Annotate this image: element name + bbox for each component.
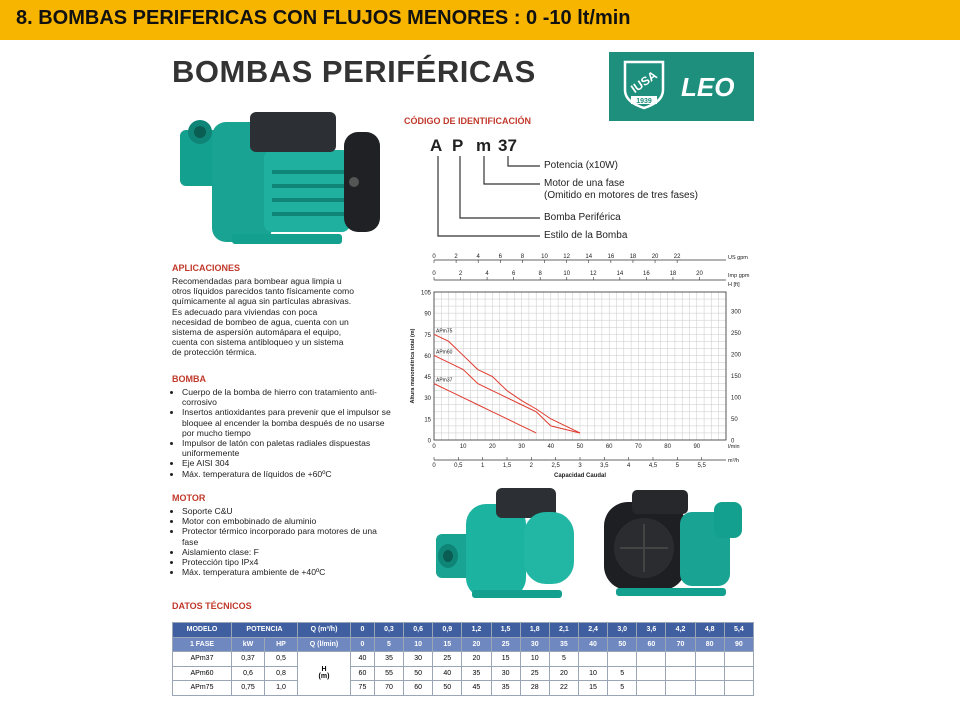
m3h-tick-label: 1,5 — [502, 463, 512, 469]
x-axis-title: Capacidad Caudal — [553, 473, 607, 479]
aplicaciones-line: cuenta con sistema antibloqueo y un sistema — [172, 337, 344, 348]
cell-h-value — [695, 652, 724, 667]
slide-title: 8. BOMBAS PERIFERICAS CON FLUJOS MENORES : 0 -10 lt/min — [16, 7, 631, 29]
cell-hp: 0,8 — [265, 666, 298, 681]
aplicaciones-line: necesidad de bombeo de agua, cuenta con un — [172, 316, 349, 327]
cell-h-value: 50 — [433, 681, 462, 696]
datos-heading: DATOS TÉCNICOS — [172, 601, 252, 611]
aplicaciones-line: de protección térmica. — [172, 347, 257, 358]
series-label-apm75: APm75 — [436, 328, 453, 335]
ft-tick-label: 250 — [731, 331, 742, 338]
catalog-sheet — [158, 44, 758, 720]
th-q: 0,9 — [433, 623, 462, 638]
usgpm-tick-label: 20 — [651, 254, 659, 260]
bomba-item: • Eje AISI 304 — [182, 458, 392, 468]
bomba-item: • Insertos antioxidantes para prevenir que el impulsor se bloquee al encender la bomba después de no usarse por mucho tiempo — [182, 407, 392, 438]
cell-kw: 0,75 — [232, 681, 265, 696]
aplicaciones-line: sistema de aspersión automápara el equipo, — [172, 327, 342, 338]
catalog-title: BOMBAS PERIFÉRICAS — [172, 54, 536, 89]
usgpm-tick-label: 2 — [454, 254, 458, 260]
th-q: 4,2 — [666, 623, 695, 638]
ft-tick-label: 100 — [731, 395, 742, 402]
motor-item: • Protección tipo IPx4 — [182, 557, 392, 567]
th-lmin: 10 — [404, 637, 433, 652]
code-letter-37: 37 — [498, 136, 517, 155]
tech-table-body — [173, 652, 754, 696]
x-tick-label: 30 — [518, 444, 525, 450]
motor-list — [172, 506, 392, 577]
cell-h-value: 5 — [608, 681, 637, 696]
cell-h-value — [695, 681, 724, 696]
cell-h-value: 70 — [374, 681, 403, 696]
cell-h-value: 35 — [374, 652, 403, 667]
ft-tick-label: 150 — [731, 374, 742, 381]
usgpm-tick-label: 0 — [432, 254, 436, 260]
cell-model: APm37 — [173, 652, 232, 667]
cell-h-value: 10 — [578, 666, 607, 681]
cell-h-value: 60 — [351, 666, 375, 681]
series-label-apm60: APm60 — [436, 349, 453, 356]
cell-h-value — [666, 681, 695, 696]
aplicaciones-line: químicamente al agua sin partículas abrasivas. — [172, 296, 352, 307]
pump-main-image — [172, 102, 387, 260]
tech-row-apm75 — [173, 681, 754, 696]
usgpm-tick-label: 8 — [520, 254, 525, 260]
motor-item: • Máx. temperatura ambiente de +40ºC — [182, 567, 392, 577]
th-lmin: 80 — [695, 637, 724, 652]
m3h-tick-label: 2 — [529, 463, 534, 469]
pump-front-image — [426, 482, 586, 602]
impgpm-tick-label: 20 — [696, 271, 703, 277]
th-q: 2,4 — [578, 623, 607, 638]
cell-h-value: 5 — [608, 666, 637, 681]
th-q: 3,0 — [608, 623, 637, 638]
pump-back-image — [596, 482, 756, 602]
cell-h-value: 60 — [404, 681, 433, 696]
cell-h-value: 10 — [520, 652, 549, 667]
code-label-potencia: Potencia (x10W) — [544, 160, 618, 171]
aplicaciones-heading: APLICACIONES — [172, 263, 241, 273]
x-tick-label: 90 — [693, 444, 701, 450]
cell-h-value: 5 — [549, 652, 578, 667]
cell-h-value: 15 — [491, 652, 520, 667]
y-tick-label: 0 — [427, 438, 431, 445]
cell-h-value: 20 — [462, 652, 491, 667]
cell-h-value: 25 — [520, 666, 549, 681]
tech-table — [172, 622, 754, 696]
x-tick-label: 40 — [547, 444, 555, 450]
cell-h-value: 40 — [351, 652, 375, 667]
usgpm-unit-label: US gpm — [728, 255, 748, 261]
cell-hp: 0,5 — [265, 652, 298, 667]
slide-header — [0, 0, 960, 40]
cell-h-value: 30 — [404, 652, 433, 667]
impgpm-tick-label: 16 — [643, 271, 650, 277]
cell-h-value — [578, 652, 607, 667]
code-label-bomba: Bomba Periférica — [544, 212, 621, 223]
usgpm-tick-label: 22 — [673, 254, 681, 260]
h-label: H — [321, 666, 327, 674]
impgpm-tick-label: 0 — [432, 271, 436, 277]
cell-h-value — [724, 666, 753, 681]
brand-logo — [609, 52, 754, 121]
bomba-item: • Cuerpo de la bomba de hierro con tratamiento anti-corrosivo — [182, 387, 392, 407]
tech-row-apm37 — [173, 652, 754, 667]
m3h-tick-label: 0 — [432, 463, 436, 469]
ft-tick-label: 300 — [731, 309, 742, 316]
usgpm-tick-label: 18 — [629, 254, 637, 260]
cell-h-value: 35 — [462, 666, 491, 681]
th-fase: 1 FASE — [173, 637, 232, 652]
y-tick-label: 15 — [424, 417, 431, 424]
cell-h-value — [637, 681, 666, 696]
m3h-tick-label: 4 — [626, 463, 631, 469]
x-tick-label: 70 — [635, 444, 642, 450]
code-label-omitido: (Omitido en motores de tres fases) — [544, 190, 698, 201]
aplicaciones-line: Recomendadas para bombear agua limpia u — [172, 276, 342, 286]
ft-tick-label: 200 — [731, 352, 742, 359]
h-unit: (m) — [318, 673, 330, 681]
iusa-logo-icon — [619, 58, 669, 110]
ft-tick-label: 0 — [731, 438, 735, 445]
aplicaciones-line: otros líquidos parecidos tanto físicamente como — [172, 286, 354, 297]
th-modelo: MODELO — [173, 623, 232, 638]
performance-chart — [406, 250, 758, 480]
y-tick-label: 45 — [424, 375, 431, 382]
m3h-tick-label: 3,5 — [600, 463, 609, 469]
impgpm-tick-label: 10 — [563, 271, 571, 277]
tech-row-apm60 — [173, 666, 754, 681]
cell-h-value — [666, 652, 695, 667]
usgpm-tick-label: 14 — [585, 254, 593, 260]
x-tick-label: 10 — [459, 444, 467, 450]
th-potencia: POTENCIA — [232, 623, 298, 638]
th-lmin: 50 — [608, 637, 637, 652]
cell-h-value — [666, 666, 695, 681]
bomba-item: • Máx. temperatura de líquidos de +60ºC — [182, 469, 392, 479]
th-q-lmin: Q (l/min) — [298, 637, 351, 652]
m3h-tick-label: 4,5 — [648, 463, 658, 469]
m3h-unit-label: m³/h — [728, 458, 739, 464]
cell-h-value: 40 — [433, 666, 462, 681]
x-tick-label: 0 — [432, 444, 436, 450]
ft-tick-label: 50 — [731, 417, 738, 424]
y-tick-label: 90 — [424, 311, 431, 318]
x-tick-label: 60 — [605, 444, 613, 450]
th-q: 1,8 — [520, 623, 549, 638]
cell-h-value — [637, 666, 666, 681]
th-q: 0,3 — [374, 623, 403, 638]
cell-h-value: 22 — [549, 681, 578, 696]
m3h-tick-label: 2,5 — [551, 463, 560, 469]
motor-item: • Aislamiento clase: F — [182, 547, 392, 557]
tech-table-header — [173, 623, 754, 638]
cell-h-value: 15 — [578, 681, 607, 696]
th-lmin: 20 — [462, 637, 491, 652]
cell-h-label — [298, 652, 351, 696]
cell-h-value: 30 — [491, 666, 520, 681]
m3h-tick-label: 5,5 — [697, 463, 706, 469]
motor-item: • Protector térmico incorporado para motores de una fase — [182, 526, 392, 546]
th-lmin: 90 — [724, 637, 753, 652]
bomba-heading: BOMBA — [172, 374, 206, 384]
cell-h-value — [695, 666, 724, 681]
th-kw: kW — [232, 637, 265, 652]
y-axis-title: Altura manométrica total (m) — [410, 328, 416, 404]
y-tick-label: 60 — [424, 353, 431, 360]
usgpm-tick-label: 12 — [563, 254, 570, 260]
impgpm-tick-label: 6 — [511, 271, 516, 277]
cell-h-value — [724, 681, 753, 696]
motor-item: • Motor con embobinado de aluminio — [182, 516, 392, 526]
bomba-item: • Impulsor de latón con paletas radiales dispuestas uniformemente — [182, 438, 392, 458]
tech-table-subheader — [173, 637, 754, 652]
cell-h-value: 28 — [520, 681, 549, 696]
cell-h-value — [724, 652, 753, 667]
cell-h-value: 25 — [433, 652, 462, 667]
m3h-tick-label: 1 — [480, 463, 485, 469]
impgpm-tick-label: 4 — [485, 271, 489, 277]
th-q: 1,5 — [491, 623, 520, 638]
usgpm-tick-label: 4 — [476, 254, 480, 260]
aplicaciones-line: Es adecuado para viviendas con poca — [172, 306, 318, 317]
impgpm-tick-label: 14 — [616, 271, 624, 277]
code-label-motor: Motor de una fase — [544, 178, 625, 189]
x-unit-label: l/min — [728, 444, 740, 450]
m3h-tick-label: 5 — [675, 463, 680, 469]
motor-item: • Soporte C&U — [182, 506, 392, 516]
th-q: 0,6 — [404, 623, 433, 638]
th-lmin: 0 — [351, 637, 375, 652]
y-tick-label: 105 — [420, 290, 431, 297]
th-q: 5,4 — [724, 623, 753, 638]
leo-logo-text: LEO — [681, 72, 735, 102]
cell-h-value: 45 — [462, 681, 491, 696]
impgpm-unit-label: Imp gpm — [728, 273, 750, 279]
th-q: 2,1 — [549, 623, 578, 638]
cell-h-value: 55 — [374, 666, 403, 681]
cell-model: APm75 — [173, 681, 232, 696]
th-q: 3,6 — [637, 623, 666, 638]
ft-axis-label: H [ft] — [728, 282, 740, 288]
code-connector-lines — [428, 156, 548, 242]
m3h-tick-label: 0,5 — [454, 463, 463, 469]
th-q: 4,8 — [695, 623, 724, 638]
th-q: 1,2 — [462, 623, 491, 638]
th-lmin: 35 — [549, 637, 578, 652]
cell-h-value — [608, 652, 637, 667]
cell-h-value: 20 — [549, 666, 578, 681]
cell-kw: 0,6 — [232, 666, 265, 681]
motor-heading: MOTOR — [172, 493, 206, 503]
th-lmin: 25 — [491, 637, 520, 652]
th-lmin: 40 — [578, 637, 607, 652]
bomba-list — [172, 387, 392, 479]
th-lmin: 60 — [637, 637, 666, 652]
usgpm-tick-label: 16 — [607, 254, 615, 260]
th-q-m3h: Q (m³/h) — [298, 623, 351, 638]
cell-h-value: 75 — [351, 681, 375, 696]
code-heading: CÓDIGO DE IDENTIFICACIÓN — [404, 116, 532, 126]
cell-h-value: 35 — [491, 681, 520, 696]
x-tick-label: 50 — [576, 444, 584, 450]
svg-text:IUSA: IUSA — [628, 68, 660, 96]
usgpm-tick-label: 10 — [541, 254, 548, 260]
th-q: 0 — [351, 623, 375, 638]
series-label-apm37: APm37 — [436, 377, 453, 384]
y-tick-label: 75 — [424, 332, 431, 339]
code-letter-m: m — [476, 136, 492, 155]
impgpm-tick-label: 8 — [538, 271, 542, 277]
svg-text:1939: 1939 — [636, 98, 652, 105]
impgpm-tick-label: 2 — [458, 271, 463, 277]
th-hp: HP — [265, 637, 298, 652]
code-label-estilo: Estilo de la Bomba — [544, 230, 628, 241]
usgpm-tick-label: 6 — [498, 254, 502, 260]
code-letter-a: A — [430, 136, 443, 155]
th-lmin: 5 — [374, 637, 403, 652]
cell-h-value: 50 — [404, 666, 433, 681]
code-letter-p: P — [452, 136, 464, 155]
aplicaciones-text — [172, 276, 392, 358]
y-tick-label: 30 — [424, 396, 431, 403]
th-lmin: 30 — [520, 637, 549, 652]
cell-h-value — [637, 652, 666, 667]
m3h-tick-label: 3 — [578, 463, 582, 469]
th-lmin: 70 — [666, 637, 695, 652]
impgpm-tick-label: 18 — [669, 271, 677, 277]
x-tick-label: 80 — [664, 444, 671, 450]
cell-model: APm60 — [173, 666, 232, 681]
x-tick-label: 20 — [489, 444, 496, 450]
th-lmin: 15 — [433, 637, 462, 652]
cell-kw: 0,37 — [232, 652, 265, 667]
cell-hp: 1,0 — [265, 681, 298, 696]
impgpm-tick-label: 12 — [589, 271, 597, 277]
